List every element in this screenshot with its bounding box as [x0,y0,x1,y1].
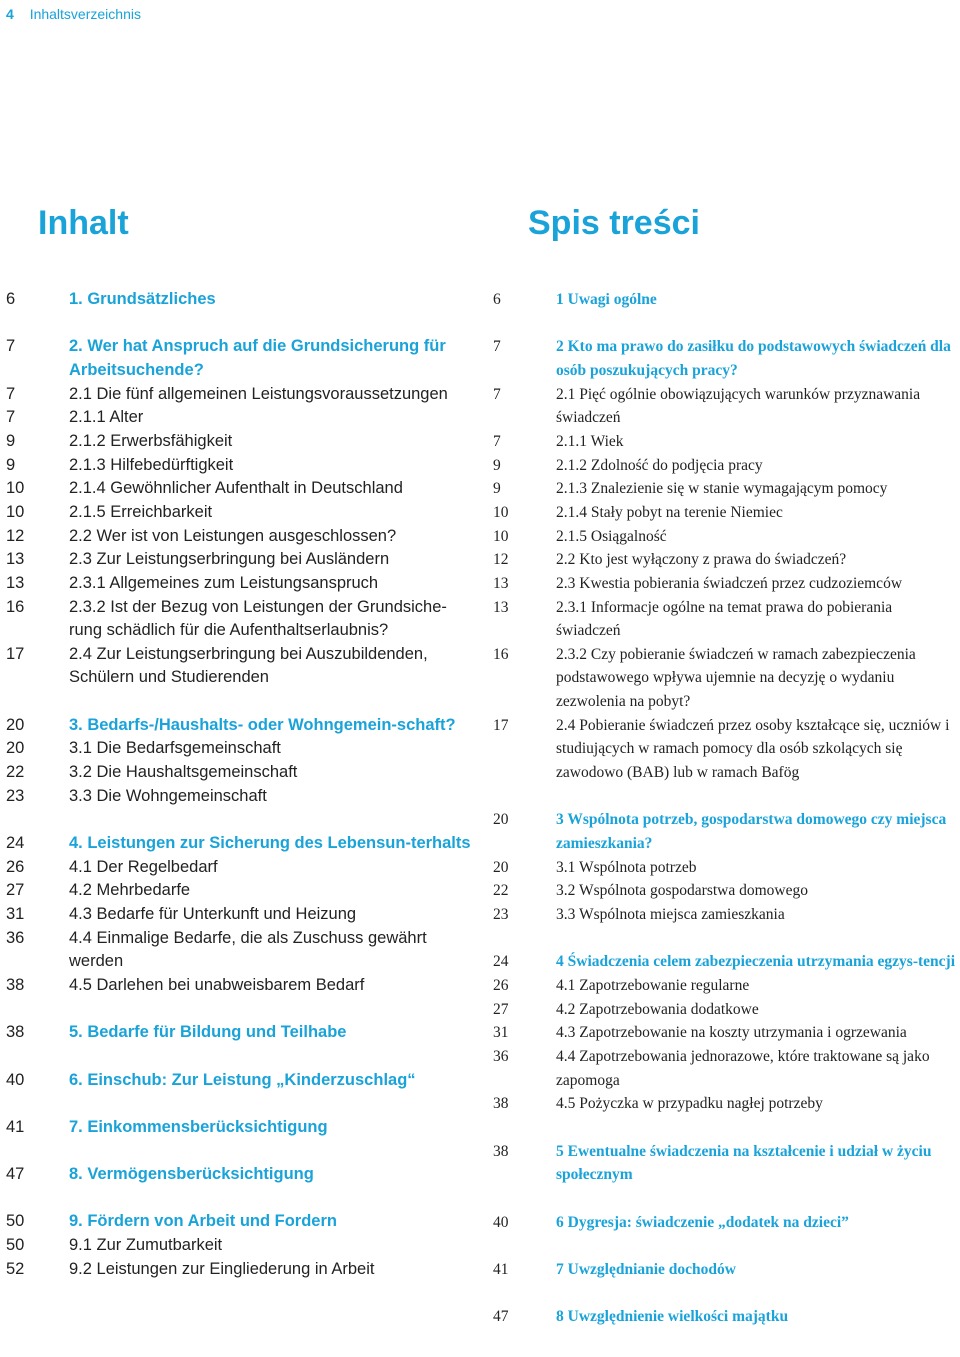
toc-entry [6,335,476,382]
toc-chapter-title: 1 Uwagi ogólne [556,291,657,308]
toc-page-number: 9 [493,480,501,498]
toc-section-title: 9.2 Leistungen zur Eingliederung in Arbeit [69,1259,375,1278]
toc-entry [493,879,960,903]
toc-section-title: 2.1 Die fünf allgemeinen Leistungsvoraussetzungen [69,384,448,403]
toc-section-title: 2.1 Pięć ogólnie obowiązujących warunków przyznawania świadczeń [556,385,921,427]
toc-page-number: 13 [493,598,509,616]
toc-page-number: 16 [493,645,509,663]
toc-chapter-title: 3 Wspólnota potrzeb, gospodarstwa domowego czy miejsca zamieszkania? [556,811,947,853]
toc-entry [6,974,476,998]
toc-page-number: 41 [493,1260,509,1278]
toc-page-number: 22 [6,763,25,782]
toc-page-number: 23 [6,786,25,805]
toc-page-number: 47 [493,1308,509,1326]
toc-section-title: 2.1.3 Hilfebedürftigkeit [69,455,234,474]
toc-entry [6,927,476,974]
toc-entry [493,1258,960,1282]
toc-entry [6,856,476,880]
toc-chapter-title: 3. Bedarfs-/Haushalts- oder Wohngemein-schaft? [69,715,456,734]
toc-page-number: 26 [6,857,25,876]
toc-page-number: 36 [493,1047,509,1065]
toc-section-title: 2.1.1 Wiek [556,432,624,450]
toc-entry [6,1163,476,1187]
toc-page-number: 9 [493,456,501,474]
page-number: 4 [6,6,14,22]
toc-section-title: 2.3 Kwestia pobierania świadczeń przez cudzoziemców [556,574,903,592]
toc-entry [6,454,476,478]
toc-entry [493,808,960,855]
toc-section-title: 4.4 Einmalige Bedarfe, die als Zuschuss gewährt werden [69,928,427,971]
toc-page-number: 27 [493,1000,509,1018]
toc-page-number: 40 [493,1213,509,1231]
toc-page-number: 38 [6,1023,25,1042]
toc-page-number: 23 [493,906,509,924]
toc-entry [493,1045,960,1092]
toc-section-title: 3.3 Wspólnota miejsca zamieszkania [556,906,785,924]
toc-entry [6,879,476,903]
toc-page-number: 7 [6,337,16,356]
toc-page-number: 24 [6,834,25,853]
toc-chapter-title: 1. Grundsätzliches [69,290,216,308]
toc-page-number: 6 [493,291,501,308]
toc-chapter-title: 4. Leistungen zur Sicherung des Lebensun-terhalts [69,834,471,853]
toc-page-number: 31 [6,905,25,924]
toc-entry [6,406,476,430]
toc-page-number: 40 [6,1070,25,1089]
toc-section-title: 2.3.2 Ist der Bezug von Leistungen der Grundsiche-rung schädlich für die Aufenthaltserlaubnis? [69,597,447,640]
toc-section-title: 4.5 Pożyczka w przypadku nagłej potrzeby [556,1095,823,1113]
toc-page-number: 36 [6,928,25,947]
toc-page-number: 31 [493,1024,509,1042]
toc-page-number: 9 [6,455,16,474]
toc-page-number: 38 [493,1142,509,1160]
toc-page-number: 10 [493,527,509,545]
toc-entry [6,383,476,407]
toc-section-title: 2.3.1 Allgemeines zum Leistungsanspruch [69,573,379,592]
toc-entry [493,998,960,1022]
toc-entry [6,903,476,927]
toc-entry [493,1211,960,1235]
toc-chapter-title: 9. Fördern von Arbeit und Fordern [69,1212,337,1231]
toc-page-number: 50 [6,1212,25,1231]
toc-entry [493,856,960,880]
toc-page-number: 20 [493,858,509,876]
toc-page-number: 7 [493,338,501,356]
toc-entry [6,430,476,454]
toc-page-number: 10 [6,502,25,521]
toc-page-number: 16 [6,597,25,616]
toc-entry [6,288,476,312]
toc-page-number: 47 [6,1165,25,1184]
toc-entry [6,1258,476,1282]
toc-page-number: 50 [6,1236,25,1255]
toc-entry [493,1140,960,1187]
toc-entry [493,335,960,382]
toc-chapter-title: 7 Uwzględnianie dochodów [556,1260,736,1278]
toc-entry [493,950,960,974]
toc-section-title: 2.1.3 Znalezienie się w stanie wymagającym pomocy [556,480,888,498]
toc-page-number: 7 [6,408,16,427]
toc-page-number: 13 [493,574,509,592]
toc-section-title: 2.1.4 Gewöhnlicher Aufenthalt in Deutschland [69,479,403,498]
toc-section-title: 3.1 Die Bedarfsgemeinschaft [69,739,281,758]
toc-entry [493,288,960,312]
toc-section-title: 9.1 Zur Zumutbarkeit [69,1236,223,1255]
toc-entry [493,501,960,525]
toc-page-number: 10 [6,479,25,498]
toc-section-title: 3.1 Wspólnota potrzeb [556,858,697,876]
toc-entry [493,974,960,998]
toc-section-title: 4.2 Mehrbedarfe [69,881,191,900]
toc-entry [493,643,960,714]
toc-entry [6,1234,476,1258]
toc-page-number: 38 [6,975,25,994]
toc-entry [6,714,476,738]
toc-section-title: 2.2 Kto jest wyłączony z prawa do świadczeń? [556,551,847,569]
toc-entry [493,596,960,643]
toc-section-title: 2.2 Wer ist von Leistungen ausgeschlossen? [69,526,397,545]
toc-entry [6,596,476,643]
toc-page-number: 10 [493,503,509,521]
toc-section-title: 2.1.1 Alter [69,408,144,427]
toc-entry [6,1210,476,1234]
toc-section-title: 4.5 Darlehen bei unabweisbarem Bedarf [69,975,365,994]
toc-section-title: 2.1.4 Stały pobyt na terenie Niemiec [556,503,783,521]
toc-entry [493,1092,960,1116]
toc-section-title: 3.2 Die Haushaltsgemeinschaft [69,763,298,782]
toc-list-polish [493,288,960,1329]
toc-page-number: 17 [493,716,509,734]
toc-section-title: 3.3 Die Wohngemeinschaft [69,786,267,805]
toc-chapter-title: 7. Einkommensberücksichtigung [69,1117,328,1136]
running-head-title: Inhaltsverzeichnis [29,6,141,22]
toc-page-number: 20 [6,715,25,734]
toc-heading-polish: Spis treści [528,204,700,242]
toc-section-title: 2.1.2 Zdolność do podjęcia pracy [556,456,763,474]
toc-page-number: 7 [493,432,501,450]
toc-page-number: 13 [6,550,25,569]
toc-page-number: 17 [6,644,25,663]
toc-entry [493,714,960,785]
toc-section-title: 2.1.2 Erwerbsfähigkeit [69,431,233,450]
toc-section-title: 4.1 Der Regelbedarf [69,857,218,876]
toc-chapter-title: 8. Vermögensberücksichtigung [69,1165,314,1184]
toc-page-number: 7 [493,385,501,403]
toc-entry [493,477,960,501]
toc-page-number: 26 [493,976,509,994]
toc-chapter-title: 8 Uwzględnienie wielkości majątku [556,1308,789,1326]
toc-entry [6,1069,476,1093]
toc-page-number: 7 [6,384,16,403]
toc-entry [6,1021,476,1045]
toc-section-title: 4.3 Zapotrzebowanie na koszty utrzymania i ogrzewania [556,1024,907,1042]
toc-entry [6,1116,476,1140]
toc-chapter-title: 6. Einschub: Zur Leistung „Kinderzuschlag“ [69,1070,416,1089]
toc-entry [6,643,476,690]
toc-section-title: 4.3 Bedarfe für Unterkunft und Heizung [69,905,357,924]
toc-page-number: 52 [6,1259,25,1278]
toc-entry [493,1021,960,1045]
toc-page-number: 20 [493,811,509,829]
toc-page-number: 24 [493,953,509,971]
toc-entry [493,383,960,430]
toc-entry [6,832,476,856]
toc-section-title: 3.2 Wspólnota gospodarstwa domowego [556,882,808,900]
toc-entry [6,761,476,785]
toc-list-german [6,288,476,1281]
toc-chapter-title: 6 Dygresja: świadczenie „dodatek na dzieci” [556,1213,849,1231]
toc-entry [6,477,476,501]
toc-chapter-title: 4 Świadczenia celem zabezpieczenia utrzymania egzys-tencji [556,953,956,971]
toc-section-title: 4.4 Zapotrzebowania jednorazowe, które traktowane są jako zapomoga [556,1047,930,1089]
toc-entry [493,572,960,596]
toc-entry [493,548,960,572]
toc-entry [6,785,476,809]
toc-chapter-title: 2. Wer hat Anspruch auf die Grundsicherung für Arbeitsuchende? [69,337,446,379]
toc-section-title: 2.3 Zur Leistungserbringung bei Ausländern [69,550,390,569]
toc-page-number: 27 [6,881,25,900]
toc-entry [493,454,960,478]
toc-entry [6,572,476,596]
toc-entry [493,430,960,454]
toc-page-number: 9 [6,431,16,450]
toc-page-number: 13 [6,573,25,592]
toc-entry [6,737,476,761]
toc-page-number: 12 [493,551,509,569]
toc-section-title: 4.1 Zapotrzebowanie regularne [556,976,750,994]
toc-entry [493,525,960,549]
toc-entry [6,501,476,525]
toc-page-number: 20 [6,739,25,758]
toc-section-title: 2.4 Pobieranie świadczeń przez osoby kształcące się, uczniów i studiujących w ramach pomocy dla osób szkolących się zawodowo (BAB) lub w ramach Bafög [556,716,950,782]
toc-page-number: 38 [493,1095,509,1113]
toc-chapter-title: 2 Kto ma prawo do zasiłku do podstawowych świadczeń dla osób poszukujących pracy? [556,338,951,379]
toc-entry [6,548,476,572]
toc-page-number: 12 [6,526,25,545]
toc-entry [6,525,476,549]
toc-heading-german: Inhalt [38,204,129,242]
toc-section-title: 2.1.5 Erreichbarkeit [69,502,213,521]
toc-page-number: 6 [6,290,16,308]
toc-section-title: 2.4 Zur Leistungserbringung bei Auszubildenden, Schülern und Studierenden [69,644,428,687]
toc-section-title: 4.2 Zapotrzebowania dodatkowe [556,1000,759,1018]
toc-entry [493,903,960,927]
toc-chapter-title: 5. Bedarfe für Bildung und Teilhabe [69,1023,347,1042]
toc-section-title: 2.3.2 Czy pobieranie świadczeń w ramach zabezpieczenia podstawowego wpływa ujemnie na decyzję o wydaniu zezwolenia na pobyt? [556,645,916,711]
toc-section-title: 2.3.1 Informacje ogólne na temat prawa do pobierania świadczeń [556,598,893,640]
toc-page-number: 22 [493,882,509,900]
toc-entry [493,1305,960,1329]
toc-chapter-title: 5 Ewentualne świadczenia na kształcenie i udział w życiu społecznym [556,1142,932,1184]
toc-section-title: 2.1.5 Osiągalność [556,527,667,545]
toc-page-number: 41 [6,1117,25,1136]
running-head [6,2,141,26]
